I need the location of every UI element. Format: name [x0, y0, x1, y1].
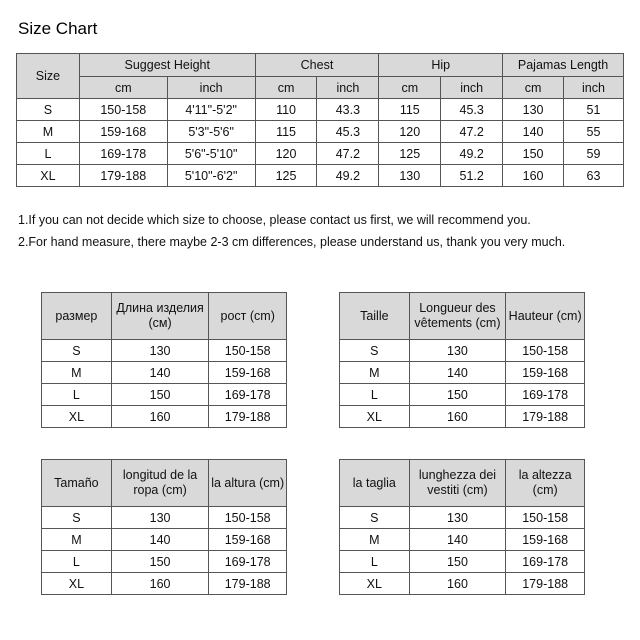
table-cell: 47.2 — [317, 143, 379, 165]
table-cell: 5'6"-5'10" — [167, 143, 255, 165]
table-row — [340, 384, 585, 406]
table-cell: 150-158 — [209, 507, 287, 529]
table-cell: 51.2 — [441, 165, 503, 187]
header-cell: Tamaño — [42, 460, 112, 507]
size-cell: L — [42, 384, 112, 406]
table-cell: 140 — [503, 121, 564, 143]
table-row — [340, 529, 585, 551]
table-cell: 120 — [255, 143, 317, 165]
unit-header: inch — [564, 77, 624, 99]
table-cell: 125 — [379, 143, 441, 165]
table-cell: 130 — [503, 99, 564, 121]
size-cell: XL — [340, 573, 410, 595]
table-row — [340, 406, 585, 428]
table-row — [340, 362, 585, 384]
table-cell: 130 — [111, 340, 209, 362]
table-cell: 150 — [503, 143, 564, 165]
table-row — [42, 529, 287, 551]
header-cell: la altezza (cm) — [506, 460, 585, 507]
table-cell: 160 — [409, 573, 506, 595]
page-title: Size Chart — [18, 19, 98, 38]
table-cell: 5'3"-5'6" — [167, 121, 255, 143]
table-cell: 4'11"-5'2" — [167, 99, 255, 121]
table-row — [340, 340, 585, 362]
unit-header: cm — [379, 77, 441, 99]
header-cell: Taille — [340, 293, 410, 340]
header-cell: Hauteur (cm) — [506, 293, 585, 340]
table-cell: 179-188 — [209, 573, 287, 595]
table-row — [17, 121, 624, 143]
size-table-spanish — [41, 459, 287, 595]
table-cell: 160 — [503, 165, 564, 187]
size-cell: L — [42, 551, 112, 573]
table-cell: 169-178 — [209, 384, 287, 406]
size-cell: M — [42, 529, 112, 551]
table-cell: 130 — [409, 340, 506, 362]
group-header-chest: Chest — [255, 54, 379, 77]
size-chart-table — [16, 53, 624, 187]
table-cell: 49.2 — [441, 143, 503, 165]
size-cell: XL — [17, 165, 80, 187]
table-cell: 179-188 — [209, 406, 287, 428]
table-row — [42, 384, 287, 406]
table-cell: 120 — [379, 121, 441, 143]
table-row — [17, 165, 624, 187]
table-cell: 150-158 — [506, 340, 585, 362]
table-cell: 130 — [111, 507, 209, 529]
unit-header: cm — [255, 77, 317, 99]
size-cell: S — [42, 507, 112, 529]
table-cell: 169-178 — [506, 551, 585, 573]
table-row — [42, 551, 287, 573]
table-cell: 130 — [409, 507, 506, 529]
table-cell: 43.3 — [317, 99, 379, 121]
table-cell: 159-168 — [209, 529, 287, 551]
table-cell: 150-158 — [209, 340, 287, 362]
table-cell: 179-188 — [506, 573, 585, 595]
group-header-hip: Hip — [379, 54, 503, 77]
size-cell: M — [17, 121, 80, 143]
table-cell: 159-168 — [79, 121, 167, 143]
header-cell: рост (cm) — [209, 293, 287, 340]
table-cell: 160 — [409, 406, 506, 428]
table-cell: 159-168 — [506, 529, 585, 551]
size-cell: S — [42, 340, 112, 362]
table-cell: 63 — [564, 165, 624, 187]
unit-header: inch — [317, 77, 379, 99]
table-row — [42, 573, 287, 595]
table-cell: 169-178 — [79, 143, 167, 165]
table-cell: 5'10"-6'2" — [167, 165, 255, 187]
table-row — [340, 573, 585, 595]
table-cell: 150 — [111, 551, 209, 573]
table-row — [340, 507, 585, 529]
table-cell: 150-158 — [79, 99, 167, 121]
header-cell: la altura (cm) — [209, 460, 287, 507]
size-cell: M — [340, 362, 410, 384]
size-cell: S — [17, 99, 80, 121]
table-cell: 140 — [409, 362, 506, 384]
header-cell: размер — [42, 293, 112, 340]
size-cell: XL — [42, 573, 112, 595]
table-cell: 150 — [409, 551, 506, 573]
table-row — [42, 406, 287, 428]
header-cell: Длина изделия (см) — [111, 293, 209, 340]
size-table-russian — [41, 292, 287, 428]
size-cell: L — [17, 143, 80, 165]
table-cell: 160 — [111, 406, 209, 428]
size-cell: XL — [340, 406, 410, 428]
group-header-height: Suggest Height — [79, 54, 255, 77]
size-table-french — [339, 292, 585, 428]
unit-header: cm — [503, 77, 564, 99]
table-cell: 159-168 — [209, 362, 287, 384]
table-cell: 110 — [255, 99, 317, 121]
table-cell: 125 — [255, 165, 317, 187]
table-cell: 140 — [111, 362, 209, 384]
header-cell: lunghezza dei vestiti (cm) — [409, 460, 506, 507]
size-cell: XL — [42, 406, 112, 428]
table-cell: 51 — [564, 99, 624, 121]
size-cell: M — [340, 529, 410, 551]
table-row — [17, 143, 624, 165]
table-cell: 160 — [111, 573, 209, 595]
header-cell: longitud de la ropa (cm) — [111, 460, 209, 507]
table-cell: 130 — [379, 165, 441, 187]
table-row — [42, 362, 287, 384]
notes — [18, 210, 565, 253]
unit-header: inch — [441, 77, 503, 99]
table-row — [42, 340, 287, 362]
table-cell: 169-178 — [209, 551, 287, 573]
table-cell: 140 — [409, 529, 506, 551]
table-cell: 179-188 — [79, 165, 167, 187]
header-cell: Longueur des vêtements (cm) — [409, 293, 506, 340]
table-cell: 115 — [379, 99, 441, 121]
table-row — [340, 551, 585, 573]
table-cell: 115 — [255, 121, 317, 143]
size-table-italian — [339, 459, 585, 595]
unit-header: cm — [79, 77, 167, 99]
size-cell: S — [340, 340, 410, 362]
table-cell: 159-168 — [506, 362, 585, 384]
table-cell: 45.3 — [317, 121, 379, 143]
size-header: Size — [17, 54, 80, 99]
table-cell: 169-178 — [506, 384, 585, 406]
table-cell: 150 — [409, 384, 506, 406]
table-cell: 150-158 — [506, 507, 585, 529]
table-cell: 150 — [111, 384, 209, 406]
table-cell: 49.2 — [317, 165, 379, 187]
table-cell: 179-188 — [506, 406, 585, 428]
table-cell: 47.2 — [441, 121, 503, 143]
table-row — [42, 507, 287, 529]
table-cell: 59 — [564, 143, 624, 165]
table-row — [17, 99, 624, 121]
table-cell: 45.3 — [441, 99, 503, 121]
group-header-length: Pajamas Length — [503, 54, 624, 77]
note-line: 1.If you can not decide which size to choose, please contact us first, we will recommend you. — [18, 213, 531, 227]
size-cell: L — [340, 384, 410, 406]
unit-header: inch — [167, 77, 255, 99]
note-line: 2.For hand measure, there maybe 2-3 cm differences, please understand us, thank you very much. — [18, 234, 566, 249]
table-cell: 140 — [111, 529, 209, 551]
size-cell: L — [340, 551, 410, 573]
size-cell: M — [42, 362, 112, 384]
size-cell: S — [340, 507, 410, 529]
header-cell: la taglia — [340, 460, 410, 507]
table-cell: 55 — [564, 121, 624, 143]
